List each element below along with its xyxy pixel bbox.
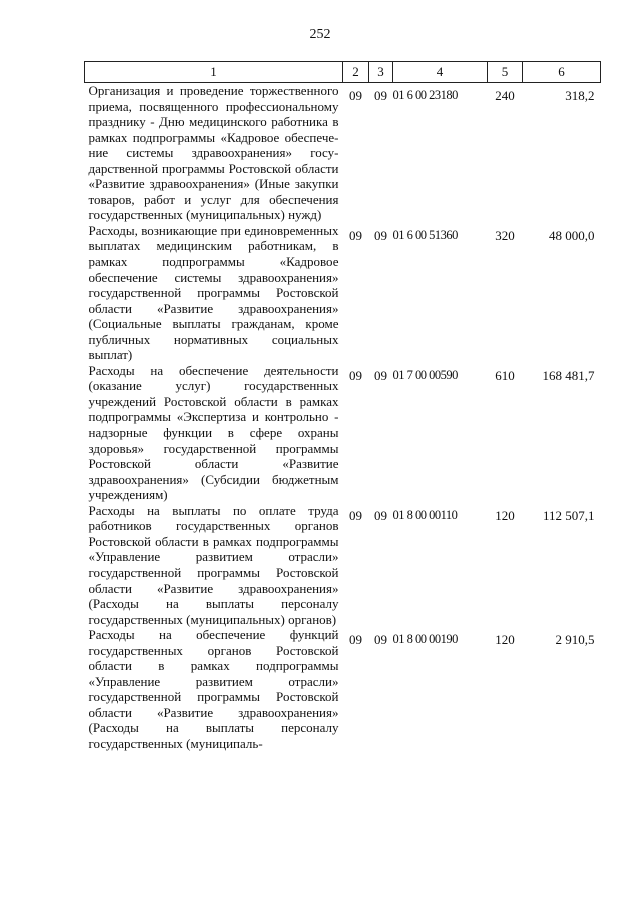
- row-expense-type-code: 240: [495, 88, 515, 103]
- row-expense-type-code: 320: [495, 227, 515, 243]
- column-header-2: 2: [343, 62, 369, 83]
- row-expense-type-code: 120: [495, 507, 515, 523]
- row-subsection-code: 09: [374, 632, 387, 648]
- row-amount: 318,2: [565, 88, 595, 103]
- table-header-row: [85, 62, 601, 83]
- row-section-code: 09: [349, 507, 362, 523]
- row-description: Расходы на выплаты по оплате труда работников государственных органов Ростовской области в рамках подпрограммы «Управление развитием отрасли» государственной программы Ростовской области «Развитие здравоохранения» (Расходы на выплаты персоналу государственных (муниципальных) органов): [88, 502, 339, 627]
- column-header-1: 1: [85, 62, 343, 83]
- row-description: Расходы, возникающие при единовременных выплатах медицинским работникам, в рамках подпрограммы «Кадровое обеспечение системы здравоохранения» государственной программы Ростовской области «Развитие здравоохранения» (Социальные выплаты гражданам, кроме публичных нормативных социальных выплат): [88, 222, 339, 363]
- row-amount: 168 481,7: [542, 367, 595, 383]
- row-expense-type-code: 610: [495, 367, 515, 383]
- row-target-article-code: 01 8 00 00110: [392, 507, 458, 522]
- row-section-code: 09: [349, 367, 362, 383]
- table-row: [85, 503, 601, 627]
- column-header-4: 4: [393, 62, 488, 83]
- row-description: Расходы на обеспечение деятельности (оказание услуг) государственных учреждений Ростовской области в рамках подпрограммы «Экспертиза и контрольно - надзорные функции в сфере охраны здоровья» государственной программы Ростовской области «Развитие здравоохранения» (Субсидии бюджетным учреждениям): [88, 362, 339, 503]
- budget-table: [84, 61, 601, 752]
- row-section-code: 09: [349, 88, 362, 103]
- row-amount: 2 910,5: [555, 632, 595, 648]
- column-header-3: 3: [369, 62, 393, 83]
- row-target-article-code: 01 6 00 51360: [392, 227, 458, 242]
- row-section-code: 09: [349, 632, 362, 648]
- column-header-5: 5: [488, 62, 523, 83]
- row-description: Расходы на обеспечение функций государственных органов Ростовской области в рамках подпрограммы «Управление развитием отрасли» государственной программы Ростовской области «Развитие здравоохранения» (Расходы на выплаты персоналу государственных (муниципаль-: [88, 627, 339, 751]
- row-section-code: 09: [349, 227, 362, 243]
- row-subsection-code: 09: [374, 367, 387, 383]
- table-row: [85, 83, 601, 223]
- row-target-article-code: 01 8 00 00190: [392, 632, 458, 647]
- table-row: [85, 627, 601, 751]
- page-number: 252: [309, 27, 331, 42]
- row-amount: 112 507,1: [542, 507, 595, 523]
- row-expense-type-code: 120: [495, 632, 515, 648]
- column-header-6: 6: [523, 62, 601, 83]
- row-target-article-code: 01 6 00 23180: [392, 88, 458, 102]
- row-amount: 48 000,0: [549, 227, 595, 243]
- table-row: [85, 363, 601, 503]
- row-target-article-code: 01 7 00 00590: [392, 367, 458, 382]
- table-row: [85, 223, 601, 363]
- row-subsection-code: 09: [374, 507, 387, 523]
- row-description: Организация и проведение торжественного приема, посвященного профессиональному празднику - Дню медицинского работника в рамках подпрограммы «Кадровое обеспечение системы здравоохранения» государственной программы Ростовской области «Развитие здравоохранения» (Иные закупки товаров, работ и услуг для обеспечения государственных (муниципальных) нужд): [88, 83, 339, 223]
- row-subsection-code: 09: [374, 227, 387, 243]
- row-subsection-code: 09: [374, 88, 387, 103]
